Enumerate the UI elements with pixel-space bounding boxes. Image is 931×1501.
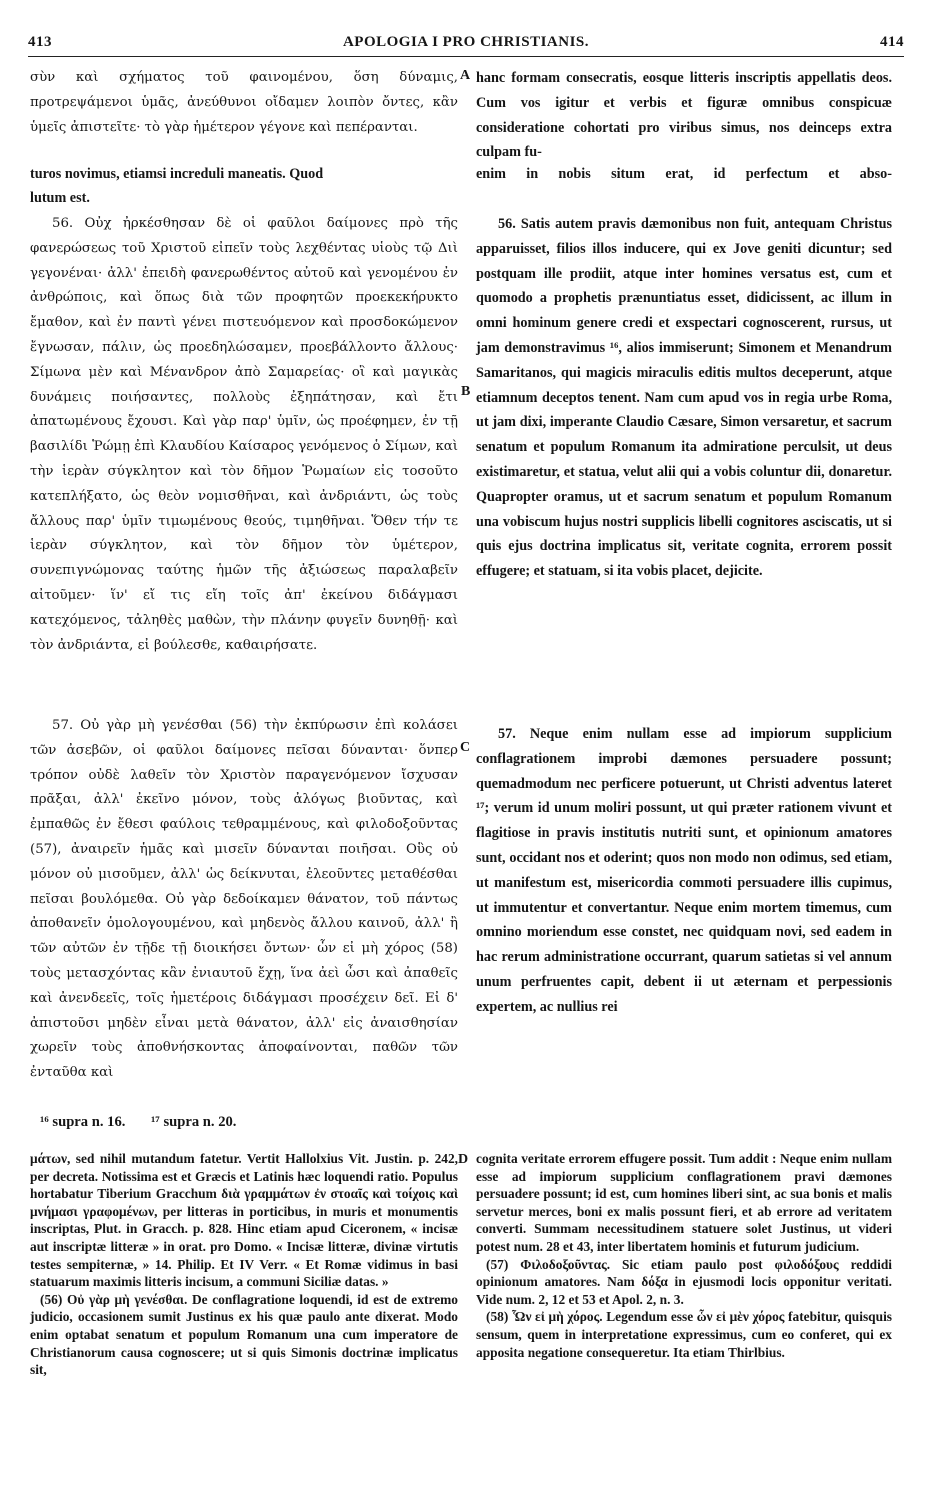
greek-section-56: 56. Οὐχ ἠρκέσθησαν δὲ οἱ φαῦλοι δαίμονες πρὸ τῆς φανερώσεως τοῦ Χριστοῦ εἰπεῖν τοὺς λεχθέντας υἱοὺς τῷ Διὶ γεγονέναι· ἀλλ' ἐπειδὴ φανερωθέντος αὐτοῦ καὶ γενομένου ἐν ἀνθρώποις, καὶ ὅπως διὰ τῶν προφητῶν προεκεκήρυκτο ἔμαθον, καὶ ἐν παντὶ γένει πιστευόμενον καὶ προσδοκώμενον ἔγνωσαν, πάλιν, ὡς προεδηλώσαμεν, προεβάλλοντο ἄλλους· Σίμωνα μὲν καὶ Μένανδρον ἀπὸ Σαμαρείας· οἳ καὶ μαγικὰς δυνάμεις ποιήσαντες, πολλοὺς ἐξηπάτησαν, καὶ ἔτι ἀπατωμένους ἔχουσι. Καὶ γὰρ παρ' ὑμῖν, ὡς προέφημεν, ἐν τῇ βασιλίδι Ῥώμῃ ἐπὶ Κλαυδίου Καίσαρος γενόμενος ὁ Σίμων, καὶ τὴν ἱερὰν σύγκλητον καὶ τὸν δῆμον Ῥωμαίων εἰς τοσοῦτο κατεπλήξατο, ὡς θεὸν νομισθῆναι, καὶ ἀνδριάντι, ὡς τοὺς ἄλλους παρ' ὑμῖν τιμωμένους θεούς, τιμηθῆναι. Ὅθεν τήν τε ἱερὰν σύγκλητον, καὶ τὸν δῆμον τὸν ὑμέτερον, συνεπιγνώμονας ταύτης ἡμῶν τῆς ἀξιώσεως παραλαβεῖν αἰτοῦμεν· ἵν' εἴ τις εἴη τοῖς ἀπ' ἐκείνου διδάγμασι κατεχόμενος, τἀληθὲς μαθὼν, τὴν πλάνην φυγεῖν δυνηθῇ· καὶ τὸν ἀνδριάντα, εἰ βούλεσθε, καθαιρήσατε. xyxy=(30,216,458,653)
running-title: APOLOGIA I PRO CHRISTIANIS. xyxy=(342,34,590,50)
latin-section-57: 57. Neque enim nullam esse ad impiorum supplicium conflagrationem improbi dæmones persuadere possunt; quemadmodum nec perficere potuerunt, ut Christi adventus lateret ¹⁷; verum id unum moliri possunt, ut qui præter rationem vivunt et flagitiose in pravis institutis nutriti sunt, et opinionum amatores sunt, occidant nos et oderint; quos non modo non odimus, sed etiam, ut manifestum est, misericordia commoti persuadere illis cupimus, ut immutentur et convertantur. Neque enim mortem timemus, cum omnino moriendum esse constet, nec quidquam novi, sed eadem in hac rerum administratione occurrant, quarum satietas si vel annum unum perfruentes capit, debent ii ut æternam et perpessionis expertem, ac nullius rei xyxy=(476,726,892,1015)
header-rule xyxy=(28,56,904,57)
marker-b: B xyxy=(461,384,471,399)
latin-text-top: hanc formam consecratis, eosque litteris inscriptis appellatis deos. Cum vos igitur et verbis et figuræ omnibus conspicuæ consideratione cohortati pro viribus simus, nos deinceps extra culpam fu- xyxy=(476,70,892,161)
note-paragraph: μάτων, sed nihil mutandum fatetur. Vertit Hallolxius Vit. Justin. p. 242, per decreta. Notissima est et Græcis et Latinis hæc loquendi ratio. Populus hortabatur Tiberium Gracchum διὰ γραμμάτων ἐν στοαῖς καὶ τοίχοις καὶ μνήμασι γραφομένων, per litteras in porticibus, in muris et monumentis inscriptas, Plut. in Gracch. p. 828. Hinc etiam apud Ciceronem, « incisæ aut inscriptæ litteræ » in orat. pro Domo. « Incisæ litteræ, divinæ virtutis testes sempiternæ, » 14. Philip. Et IV Verr. « Et Romæ vidimus in basi statuarum maximis litteris incisum, a communi Siciliæ datas. » xyxy=(30,1151,458,1290)
note-paragraph: (57) Φιλοδοξοῦντας. Sic etiam paulo post φιλοδόξους reddidi opinionum amatores. Nam δόξα in ejusmodi locis opponitur veritati. Vide num. 2, 12 et 53 et Apol. 2, n. 3. xyxy=(476,1256,892,1307)
greek-text-top: σὺν καὶ σχήματος τοῦ φαινομένου, ὅση δύναμις, προτρεψάμενοι ὑμᾶς, ἀνεύθυνοι οἴδαμεν λοιπὸν ὄντες, κἂν ὑμεῖς ἀπιστεῖτε· τὸ γὰρ ἡμέτερον γέγονε καὶ πεπέρανται. xyxy=(30,70,458,135)
footnote-16: ¹⁶ supra n. 16. xyxy=(40,1114,126,1130)
notes-left-column xyxy=(30,1150,458,1500)
marker-a: A xyxy=(460,68,471,83)
notes-right-column xyxy=(476,1150,892,1500)
page-number-right: 414 xyxy=(880,34,904,50)
note-paragraph: cognita veritate errorem effugere possit. Tum addit : Neque enim nullam esse ad impiorum supplicium conflagrationem pravi dæmones persuadere possunt; id est, cum homines liberi sint, ac sua bonis et malis servetur merces, boni ex malis possunt fieri, et ab errore ad veritatem converti. Summam necessitudinem statuere solet Justinus, ut videri potest num. 28 et 43, inter libertatem hominis et futurum judicium. xyxy=(476,1151,892,1254)
footnotes xyxy=(40,1110,540,1134)
note-paragraph: (58) Ὧν εἰ μὴ χόρος. Legendum esse ὧν εἰ μὲν χόρος fatebitur, quisquis sensum, quem in interpretatione expressimus, cum eo conferet, qui ex apposita negatione consequeretur. Ita etiam Thirlbius. xyxy=(476,1309,892,1360)
greek-section-57: 57. Οὐ γὰρ μὴ γενέσθαι (56) τὴν ἐκπύρωσιν ἐπὶ κολάσει τῶν ἀσεβῶν, οἱ φαῦλοι δαίμονες πεῖσαι δύνανται· ὅνπερ τρόπον οὐδὲ λαθεῖν τὸν Χριστὸν παραγενόμενον ἴσχυσαν πρᾶξαι, ἀλλ' ἐκεῖνο μόνον, τοὺς ἀλόγως βιοῦντας, καὶ ἐμπαθῶς ἐν ἔθεσι φαύλοις τεθραμμένους, καὶ φιλοδοξοῦντας (57), ἀναιρεῖν ἡμᾶς καὶ μισεῖν δύνανται ποιῆσαι. Οὓς οὐ μόνον οὐ μισοῦμεν, ἀλλ' ὡς δείκνυται, ἐλεοῦντες μεταθέσθαι πεῖσαι βουλόμεθα. Οὐ γὰρ δεδοίκαμεν θάνατον, τοῦ πάντως ἀποθανεῖν ὁμολογουμένου, καὶ μηδενὸς ἄλλου καινοῦ, ἀλλ' ἢ τῶν αὐτῶν ἐν τῇδε τῇ διοικήσει ὄντων· ὧν εἰ μὴ χόρος (58) τοὺς μετασχόντας κἂν ἐνιαυτοῦ ἔχῃ, ἵνα ἀεὶ ὦσι καὶ ἀπαθεῖς καὶ ἀνενδεεῖς, τοῖς ἡμετέροις διδάγμασι προσέχειν δεῖ. Εἰ δ' ἀπιστοῦσι μηδὲν εἶναι μετὰ θάνατον, ἀλλ' εἰς ἀναισθησίαν χωρεῖν τοὺς ἀποθνήσκοντας ἀποφαίνονται, παθῶν τῶν ἐνταῦθα καὶ xyxy=(30,718,458,1081)
greek-top-end: lutum est. xyxy=(30,190,90,206)
latin-section-56: 56. Satis autem pravis dæmonibus non fuit, antequam Christus apparuisset, filios illos inducere, qui ex Jove geniti dicuntur; sed postquam ille prodiit, atque inter homines versatus est, cum et quomodo a prophetis prænuntiatus esset, didicissent, ac illum in omni hominum genere credi et exspectari cognoscerent, rursus, ut jam demonstravimus ¹⁶, alios immiserunt; Simonem et Menandrum Samaritanos, qui magicis miraculis editis multos deceperunt, atque etiamnum deceptos tenent. Nam cum apud vos in regia urbe Roma, ut jam dixi, imperante Claudio Cæsare, Simon versaretur, et sacrum senatum et populum Romanum ita admiratione perculsit, ut deus existimaretur, et statua, velut alii qui a vobis coluntur dii, donaretur. Quapropter oramus, ut et sacrum senatum et populum Romanum una vobiscum hujus nostri supplicis libelli cognitores asciscatis, ut si quis ejus doctrina implicatus sit, veritate cognita, errorem possit effugere; et statuam, si ita vobis placet, dejicite. xyxy=(476,216,892,580)
marker-c: C xyxy=(460,740,471,755)
note-paragraph: (56) Οὐ γὰρ μὴ γενέσθαι. De conflagratione loquendi, id est de extremo judicio, occasionem sumit Justinus ex his quæ paulo ante dixerat. Modo enim optabat senatum et populum Romanum una cum imperatore de Christianorum causa cognoscere; ut si quis Simonis doctrinæ implicatus sit, xyxy=(30,1291,458,1378)
wide-latin-line xyxy=(30,162,892,186)
page-number-left: 413 xyxy=(28,34,52,50)
wide-line-right: enim in nobis situm erat, id perfectum et abso- xyxy=(476,166,892,182)
wide-line-left: turos novimus, etiamsi increduli maneatis. Quod xyxy=(30,166,324,182)
footnote-17: ¹⁷ supra n. 20. xyxy=(151,1114,237,1130)
marker-d: D xyxy=(458,1152,469,1167)
page-header xyxy=(28,34,904,54)
